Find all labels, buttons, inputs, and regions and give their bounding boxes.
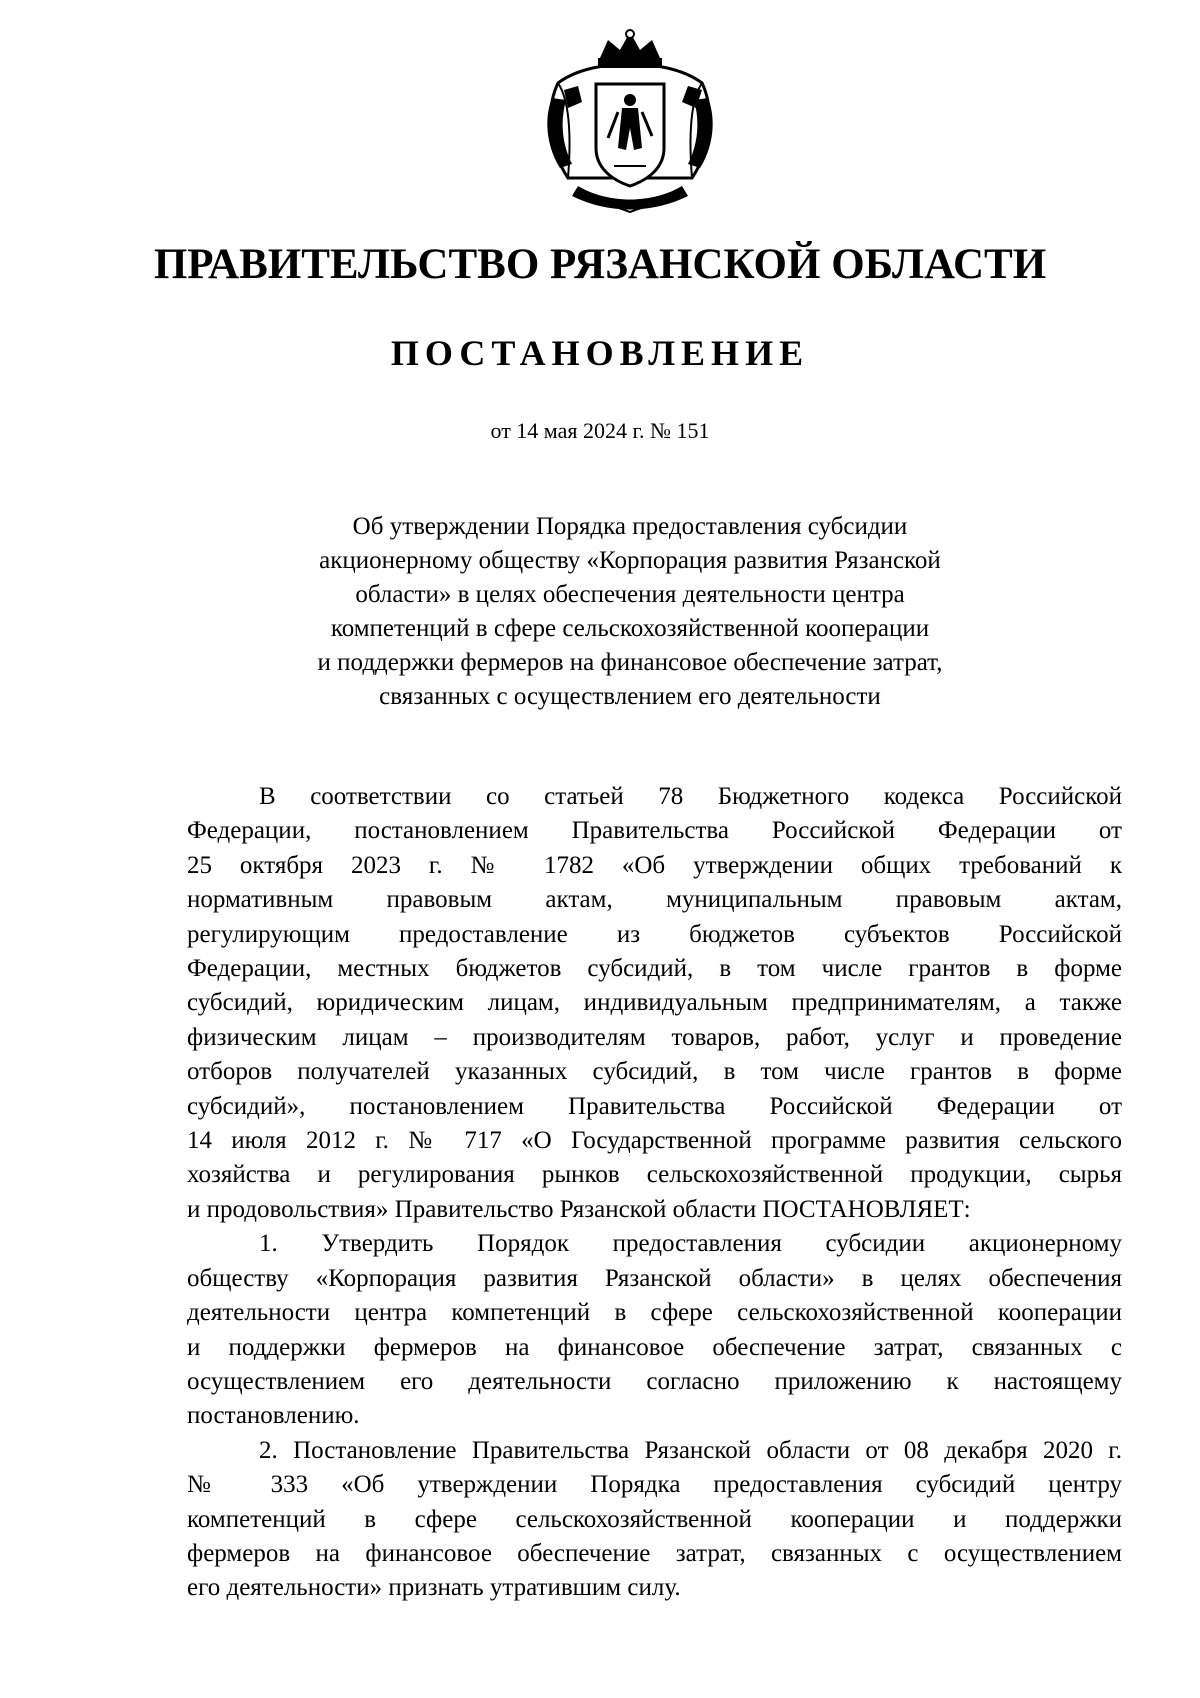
text-line: обществу «Корпорация развития Рязанской области» в целях обеспечения [187, 1264, 1122, 1292]
text-line: отборов получателей указанных субсидий, в том числе грантов в форме [187, 1058, 1122, 1086]
organization-title: ПРАВИТЕЛЬСТВО РЯЗАНСКОЙ ОБЛАСТИ [153, 241, 1047, 288]
text-line: субсидий, юридическим лицам, индивидуальным предпринимателям, а также [187, 989, 1122, 1017]
text-line: нормативным правовым актам, муниципальным правовым актам, [187, 886, 1122, 914]
text-line: 25 октября 2023 г. № 1782 «Об утверждении общих требований к [187, 851, 1122, 879]
text-line: субсидий», постановлением Правительства Российской Федерации от [187, 1092, 1122, 1120]
text-line: Федерации, постановлением Правительства Российской Федерации от [187, 817, 1122, 845]
text-line: хозяйства и регулирования рынков сельскохозяйственной продукции, сырья [187, 1161, 1122, 1189]
text-line: осуществлением его деятельности согласно приложению к настоящему [187, 1367, 1122, 1395]
subject-line: и поддержки фермеров на финансовое обеспечение затрат, [317, 649, 943, 676]
subject-line: связанных с осуществлением его деятельности [379, 683, 881, 710]
text-line: и продовольствия» Правительство Рязанской области ПОСТАНОВЛЯЕТ: [187, 1195, 971, 1223]
subject-line: области» в целях обеспечения деятельности центра [355, 581, 905, 608]
ryazan-coat-of-arms-icon [538, 28, 722, 214]
subject-line: Об утверждении Порядка предоставления субсидии [352, 513, 908, 540]
subject-line: компетенций в сфере сельскохозяйственной кооперации [330, 615, 930, 642]
text-line: Федерации, местных бюджетов субсидий, в том числе грантов в форме [187, 955, 1122, 983]
text-line: компетенций в сфере сельскохозяйственной кооперации и поддержки [187, 1505, 1122, 1533]
text-line: регулирующим предоставление из бюджетов субъектов Российской [187, 920, 1122, 948]
document-body [187, 780, 1122, 1606]
text-line: деятельности центра компетенций в сфере сельскохозяйственной кооперации [187, 1299, 1122, 1327]
document-subject [270, 510, 990, 714]
text-line: его деятельности» признать утратившим силу. [187, 1574, 681, 1602]
text-line: фермеров на финансовое обеспечение затрат, связанных с осуществлением [187, 1539, 1122, 1567]
preamble-paragraph [187, 780, 1122, 1227]
text-line: постановлению. [187, 1402, 360, 1430]
text-line: В соответствии со статьей 78 Бюджетного кодекса Российской [259, 783, 1122, 810]
text-line: 14 июля 2012 г. № 717 «О Государственной программе развития сельского [187, 1127, 1122, 1155]
text-line: № 333 «Об утверждении Порядка предоставления субсидий центру [187, 1471, 1122, 1499]
text-line: физическим лицам – производителям товаров, работ, услуг и проведение [187, 1023, 1122, 1051]
item-1-paragraph [187, 1227, 1122, 1433]
document-type: ПОСТАНОВЛЕНИЕ [390, 333, 810, 373]
item-2-paragraph [187, 1434, 1122, 1606]
text-line: 2. Постановление Правительства Рязанской области от 08 декабря 2020 г. [259, 1436, 1122, 1464]
document-date-number: от 14 мая 2024 г. № 151 [490, 418, 710, 443]
text-line: и поддержки фермеров на финансовое обеспечение затрат, связанных с [187, 1333, 1122, 1361]
text-line: 1. Утвердить Порядок предоставления субсидии акционерному [259, 1230, 1122, 1258]
subject-line: акционерному обществу «Корпорация развития Рязанской [319, 547, 941, 574]
